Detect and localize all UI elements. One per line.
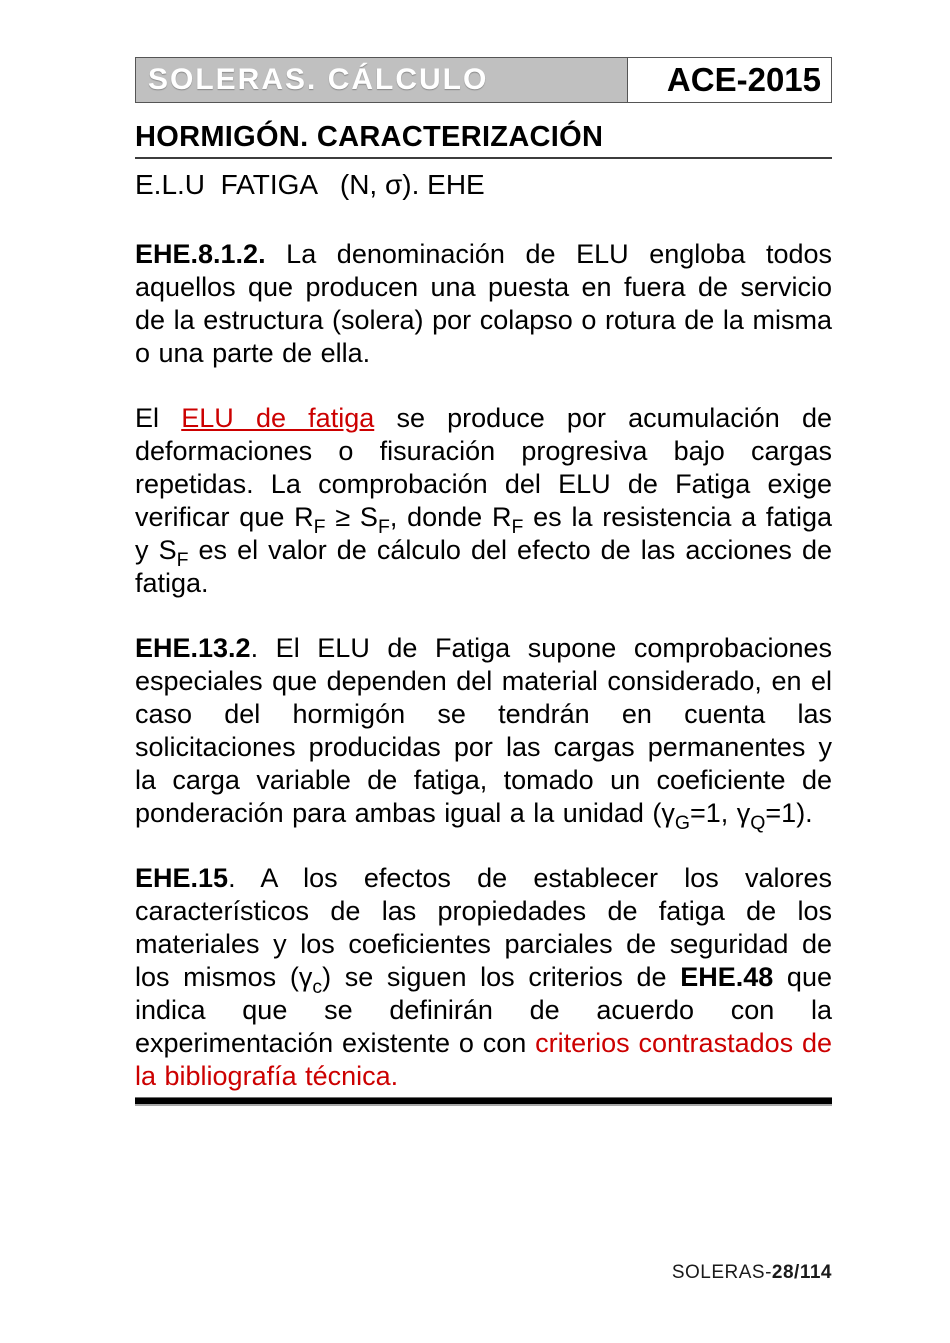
subscript: F xyxy=(377,516,390,539)
text-run: ) se siguen los criterios de xyxy=(322,962,681,992)
content-area xyxy=(135,57,832,1106)
header-band xyxy=(135,57,832,103)
highlighted-red-text: ELU de fatiga xyxy=(181,403,375,433)
text-run: El xyxy=(135,403,182,433)
text-run: es el valor de cálculo del efecto de las acciones de fatiga. xyxy=(135,535,832,598)
subscript: c xyxy=(312,976,323,999)
bold-lead-in: EHE.13.2 xyxy=(135,633,251,663)
text-run: . El ELU de Fatiga supone comprobaciones especiales que dependen del material considerado, en el caso del hormigón se tendrán en cuenta las solicitaciones producidas por las cargas permanentes y la carga variable de fatiga, tomado un coeficiente de ponderación para ambas igual a la unidad (γ xyxy=(135,633,832,828)
paragraph-ehe-13-2 xyxy=(135,632,832,835)
bottom-rule xyxy=(135,1097,832,1106)
footer-prefix: SOLERAS- xyxy=(671,1262,772,1283)
paragraph-elu-fatiga xyxy=(135,402,832,600)
page-footer xyxy=(672,1262,832,1284)
header-title-box xyxy=(136,58,627,102)
header-badge-box xyxy=(627,58,831,102)
subscript: Q xyxy=(750,812,766,835)
subscript: F xyxy=(176,549,189,572)
bold-lead-in: EHE.48 xyxy=(680,962,774,992)
text-run: =1, γ xyxy=(689,798,751,828)
body-text xyxy=(135,238,832,1093)
bold-lead-in: EHE.8.1.2. xyxy=(135,239,266,269)
header-badge: ACE-2015 xyxy=(666,61,821,98)
paragraph-ehe-8-1-2 xyxy=(135,238,832,370)
subscript: G xyxy=(674,812,690,835)
subscript: F xyxy=(511,516,524,539)
highlighted-red-text: criterios contrastados de la bibliografía técnica. xyxy=(135,1028,833,1091)
text-run: =1). xyxy=(765,798,813,828)
paragraph-ehe-15 xyxy=(135,862,832,1093)
text-run: es la resistencia a fatiga y S xyxy=(135,502,832,565)
header-title: SOLERAS. CÁLCULO xyxy=(148,63,489,96)
text-run: que indica que se definirán de acuerdo con la experimentación existente o con xyxy=(135,962,832,1058)
bold-lead-in: EHE.15 xyxy=(135,863,229,893)
text-run: ≥ S xyxy=(325,502,378,532)
page-number: 28/114 xyxy=(771,1262,832,1283)
text-run: La denominación de ELU engloba todos aquellos que producen una puesta en fuera de servicio de la estructura (solera) por colapso o rotura de la misma o una parte de ella. xyxy=(135,239,832,368)
subscript: F xyxy=(313,516,326,539)
text-run: se produce por acumulación de deformaciones o fisuración progresiva bajo cargas repetidas. La comprobación del ELU de Fatiga exige verificar que R xyxy=(135,403,832,532)
text-run: , donde R xyxy=(389,502,512,532)
text-run: . A los efectos de establecer los valores característicos de las propiedades de fatiga de los materiales y los coeficientes parciales de seguridad de los mismos (γ xyxy=(135,863,832,992)
page-subtitle: E.L.U FATIGA (N, σ). EHE xyxy=(135,169,485,200)
page-title: HORMIGÓN. CARACTERIZACIÓN xyxy=(135,121,832,159)
